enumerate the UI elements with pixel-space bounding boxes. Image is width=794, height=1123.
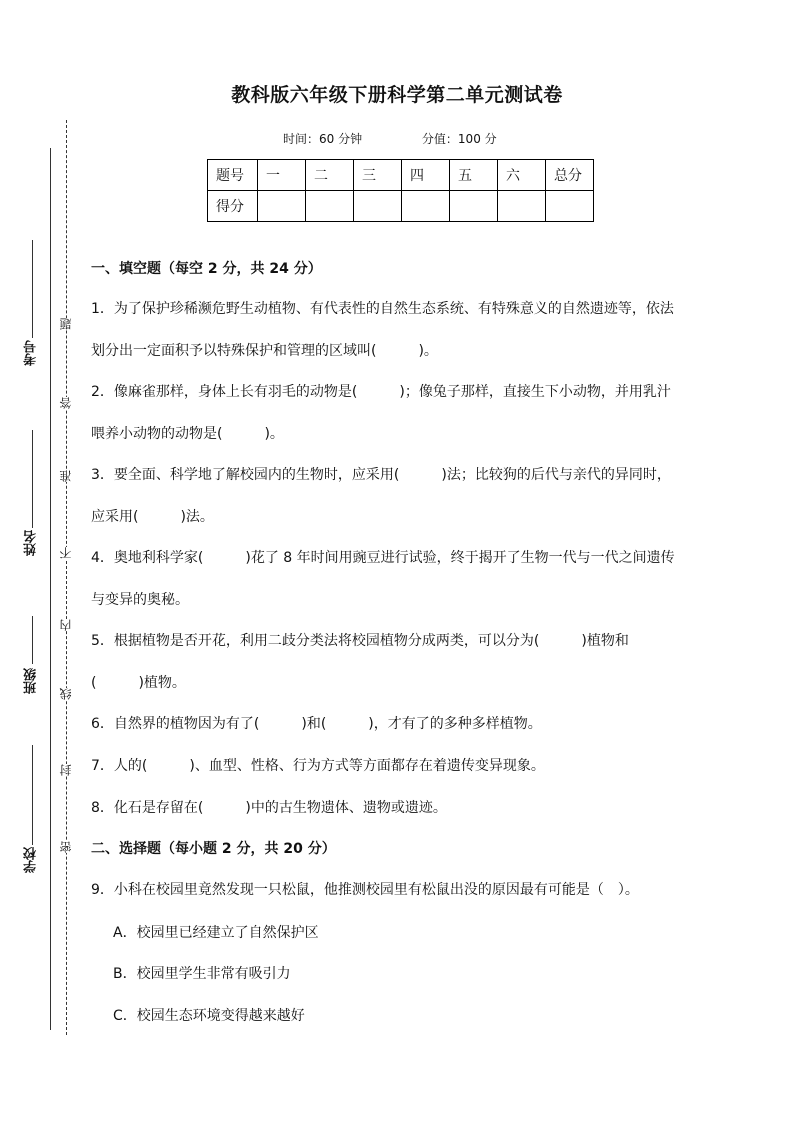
class-label: 班级 (24, 668, 39, 694)
score-header-cell: 五 (450, 160, 498, 191)
score-cell[interactable] (306, 191, 354, 222)
score-row-label: 得分 (208, 191, 258, 222)
exam-meta (283, 130, 497, 147)
score-cell[interactable] (546, 191, 594, 222)
question-9-stem: 9．小科在校园里竟然发现一只松鼠，他推测校园里有松鼠出没的原因最有可能是（ ）。 (91, 882, 639, 898)
school-label: 学校 (24, 847, 39, 873)
score-header-cell: 题号 (208, 160, 258, 191)
seal-char: 准 (59, 470, 73, 482)
seal-char: 封 (59, 764, 73, 776)
seal-char: 不 (59, 547, 73, 559)
binding-dashed-line (66, 120, 67, 1035)
section-1-heading: 一、填空题（每空 2 分，共 24 分） (91, 261, 322, 277)
question-3-line-1: 3．要全面、科学地了解校园内的生物时，应采用( )法；比较狗的后代与亲代的异同时， (91, 467, 671, 483)
exam-number-field[interactable] (16, 240, 40, 380)
class-field[interactable] (16, 616, 40, 756)
question-1-line-1: 1．为了保护珍稀濒危野生动植物、有代表性的自然生态系统、有特殊意义的自然遗迹等，依法 (91, 301, 674, 317)
seal-char: 内 (59, 619, 73, 631)
score-header-cell: 二 (306, 160, 354, 191)
exam-number-label: 考号 (24, 340, 39, 366)
page-title: 教科版六年级下册科学第二单元测试卷 (231, 84, 563, 106)
name-line (32, 430, 33, 528)
seal-char: 线 (59, 688, 73, 700)
score-table-header-row (208, 160, 594, 191)
question-6: 6．自然界的植物因为有了( )和( )，才有了的多种多样植物。 (91, 716, 542, 732)
score-cell[interactable] (450, 191, 498, 222)
name-field[interactable] (16, 430, 40, 570)
binding-solid-line (50, 148, 51, 1030)
question-9-option-b[interactable]: B．校园里学生非常有吸引力 (113, 966, 291, 982)
score-header-cell: 总分 (546, 160, 594, 191)
score-header-cell: 六 (498, 160, 546, 191)
question-2-line-2: 喂养小动物的动物是( )。 (91, 426, 284, 442)
school-field[interactable] (16, 745, 40, 895)
question-2-line-1: 2．像麻雀那样，身体上长有羽毛的动物是( )；像兔子那样，直接生下小动物，并用乳汁 (91, 384, 671, 400)
score-header-cell: 三 (354, 160, 402, 191)
question-5-line-2: ( )植物。 (91, 675, 186, 691)
question-5-line-1: 5．根据植物是否开花，利用二歧分类法将校园植物分成两类，可以分为( )植物和 (91, 633, 629, 649)
question-7: 7．人的( )、血型、性格、行为方式等方面都存在着遗传变异现象。 (91, 758, 545, 774)
score-table (207, 159, 594, 222)
score-cell[interactable] (402, 191, 450, 222)
seal-char: 题 (59, 318, 73, 330)
score-cell[interactable] (498, 191, 546, 222)
class-line (32, 616, 33, 664)
question-4-line-1: 4．奥地利科学家( )花了 8 年时间用豌豆进行试验，终于揭开了生物一代与一代之间遗传 (91, 550, 675, 566)
seal-char: 密 (59, 841, 73, 853)
score-table-value-row (208, 191, 594, 222)
score-cell[interactable] (258, 191, 306, 222)
question-1-line-2: 划分出一定面积予以特殊保护和管理的区域叫( )。 (91, 343, 438, 359)
score-header-cell: 一 (258, 160, 306, 191)
name-label: 姓名 (24, 530, 39, 556)
score-cell[interactable] (354, 191, 402, 222)
section-2-heading: 二、选择题（每小题 2 分，共 20 分） (91, 841, 336, 857)
question-9-option-c[interactable]: C．校园生态环境变得越来越好 (113, 1008, 305, 1024)
question-9-option-a[interactable]: A．校园里已经建立了自然保护区 (113, 925, 319, 941)
score-header-cell: 四 (402, 160, 450, 191)
question-3-line-2: 应采用( )法。 (91, 509, 214, 525)
question-8: 8．化石是存留在( )中的古生物遗体、遗物或遗迹。 (91, 800, 447, 816)
exam-number-line (32, 240, 33, 338)
exam-score: 分值：100 分 (421, 132, 497, 146)
school-line (32, 745, 33, 845)
question-4-line-2: 与变异的奥秘。 (91, 592, 189, 608)
exam-time: 时间：60 分钟 (283, 132, 363, 146)
seal-char: 答 (59, 397, 73, 409)
